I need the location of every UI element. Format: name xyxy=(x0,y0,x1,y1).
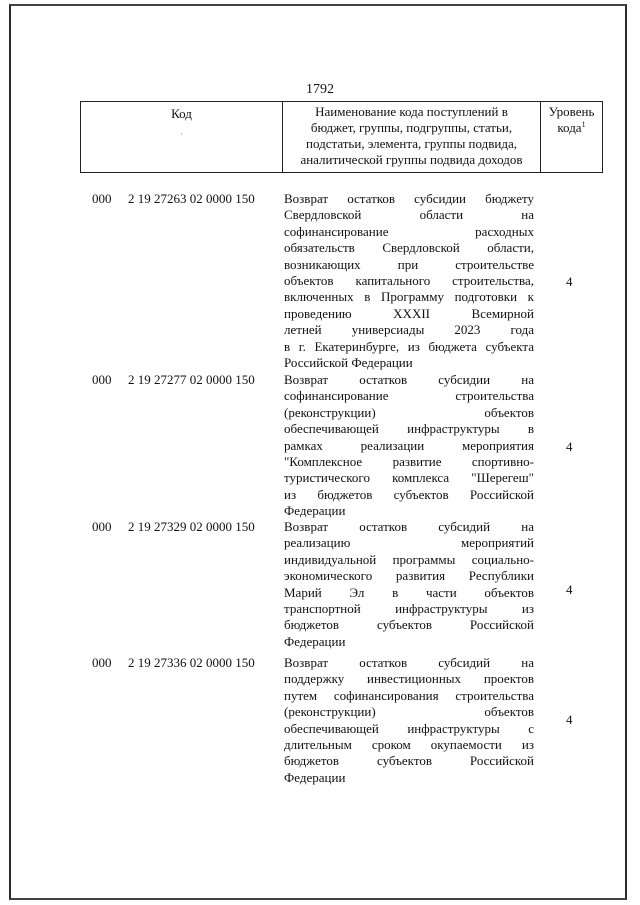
row-level: 4 xyxy=(566,712,573,727)
header-level-line1: Уровень xyxy=(548,104,595,119)
row-name-line: возникающих при строительстве xyxy=(284,256,534,272)
page-number: 1792 xyxy=(306,82,334,97)
row-name-line: Возврат остатков субсидий на xyxy=(284,655,534,670)
header-level-cell xyxy=(541,102,602,172)
row-name-line: (реконструкции) объектов xyxy=(284,704,534,720)
header-name-line: Наименование кода поступлений в xyxy=(315,104,508,119)
header-name-line: бюджет, группы, подгруппы, статьи, xyxy=(310,120,513,135)
row-prefix: 000 xyxy=(92,519,112,534)
row-name-line: включенных в Программу подготовки к xyxy=(284,289,534,305)
row-code: 2 19 27263 02 0000 150 xyxy=(128,191,255,206)
header-level-line2 xyxy=(541,120,602,136)
row-level: 4 xyxy=(566,439,573,454)
header-level-footnote: 1 xyxy=(581,120,586,129)
row-level: 4 xyxy=(566,274,573,289)
row-name-line: обязательств Свердловской области, xyxy=(284,240,534,256)
row-name-line: софинансирование расходных xyxy=(284,223,534,239)
row-level: 4 xyxy=(566,582,573,597)
table-header xyxy=(80,101,603,173)
header-name-line: подстатьи, элемента, группы подвида, xyxy=(306,136,517,151)
row-name-line: бюджетов субъектов Российской xyxy=(284,617,534,633)
row-name-line: Российской Федерации xyxy=(284,354,413,370)
row-name-line: индивидуальной программы социально- xyxy=(284,551,534,567)
row-code: 2 19 27277 02 0000 150 xyxy=(128,372,255,387)
row-name-line: транспортной инфраструктуры из xyxy=(284,600,534,616)
row-name-line: экономического развития Республики xyxy=(284,568,534,584)
row-name-line: длительным сроком окупаемости из xyxy=(284,736,534,752)
row-name-line: проведению XXXII Всемирной xyxy=(284,305,534,321)
row-name-line: Марий Эл в части объектов xyxy=(284,584,534,600)
row-code: 2 19 27336 02 0000 150 xyxy=(128,655,255,670)
row-name-line: Возврат остатков субсидии на xyxy=(284,372,534,387)
row-name-line: поддержку инвестиционных проектов xyxy=(284,671,534,687)
row-name xyxy=(284,655,534,786)
header-code-tick: · xyxy=(180,129,183,139)
row-name-line: в г. Екатеринбурге, из бюджета субъекта xyxy=(284,338,534,354)
header-code-label: Код xyxy=(171,106,192,121)
row-name-line: реализацию мероприятий xyxy=(284,535,534,551)
row-name-line: обеспечивающей инфраструктуры в xyxy=(284,421,534,437)
row-name-line: обеспечивающей инфраструктуры с xyxy=(284,720,534,736)
row-name-line: рамках реализации мероприятия xyxy=(284,437,534,453)
row-name-line: Федерации xyxy=(284,633,346,649)
row-name-line: "Комплексное развитие спортивно- xyxy=(284,453,534,469)
header-name-cell xyxy=(283,102,541,172)
row-name xyxy=(284,372,534,520)
row-name-line: Свердловской области на xyxy=(284,207,534,223)
row-code: 2 19 27329 02 0000 150 xyxy=(128,519,255,534)
row-name-line: из бюджетов субъектов Российской xyxy=(284,486,534,502)
row-name-line: туристического комплекса "Шерегеш" xyxy=(284,470,534,486)
row-name-line: бюджетов субъектов Российской xyxy=(284,753,534,769)
header-code-cell xyxy=(81,102,283,172)
row-name-line: путем софинансирования строительства xyxy=(284,687,534,703)
row-name-line: софинансирование строительства xyxy=(284,388,534,404)
row-name-line: Федерации xyxy=(284,769,346,785)
header-level-word: кода xyxy=(557,120,582,135)
header-name-line: аналитической группы подвида доходов xyxy=(300,152,523,167)
row-name-line: Федерации xyxy=(284,503,346,519)
row-name xyxy=(284,191,534,371)
row-prefix: 000 xyxy=(92,372,112,387)
row-name-line: объектов капитального строительства, xyxy=(284,272,534,288)
row-name xyxy=(284,519,534,650)
row-name-line: Возврат остатков субсидий на xyxy=(284,519,534,534)
row-name-line: Возврат остатков субсидии бюджету xyxy=(284,191,534,206)
row-name-line: (реконструкции) объектов xyxy=(284,404,534,420)
row-prefix: 000 xyxy=(92,655,112,670)
row-prefix: 000 xyxy=(92,191,112,206)
row-name-line: летней универсиады 2023 года xyxy=(284,322,534,338)
